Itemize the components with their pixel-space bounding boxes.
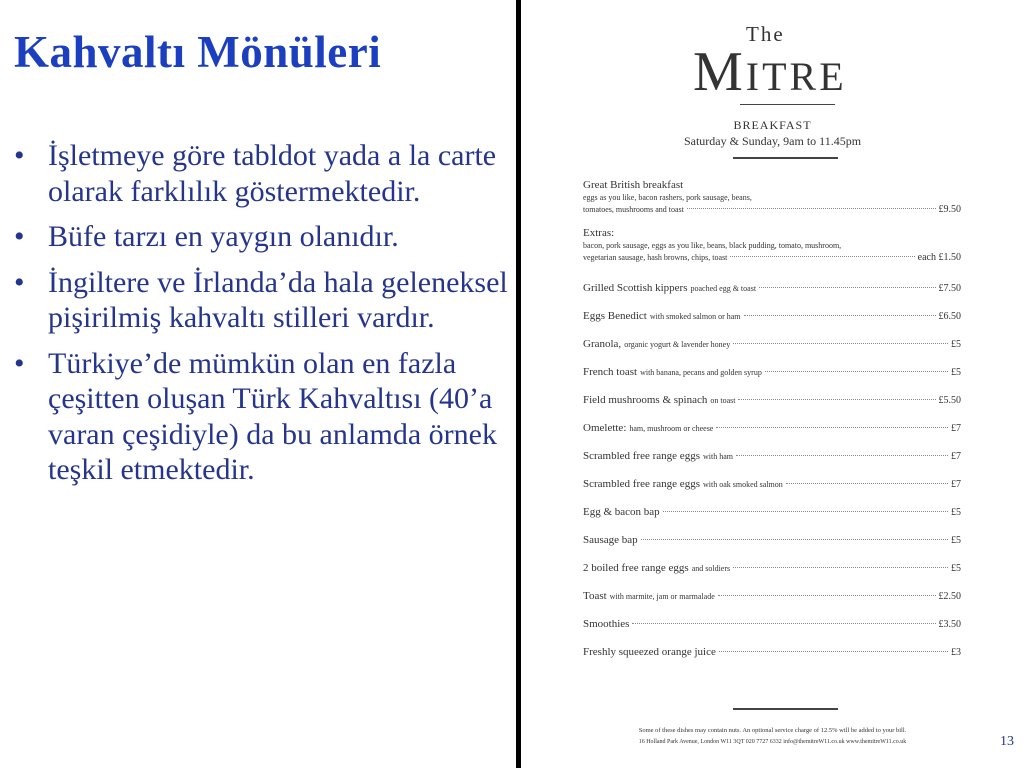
menu-item <box>583 386 961 414</box>
breakfast-hours: Saturday & Sunday, 9am to 11.45pm <box>683 134 862 148</box>
dot-leader <box>738 399 935 400</box>
menu-item-name: French toast <box>583 366 638 378</box>
menu-item-desc: with oak smoked salmon <box>702 480 783 489</box>
bullet-list <box>14 138 509 498</box>
menu-item <box>583 610 961 638</box>
dot-leader <box>765 371 948 372</box>
bullet-item: • Büfe tarzı en yaygın olanıdır. <box>14 219 509 255</box>
menu-item-name: Eggs Benedict <box>583 310 647 322</box>
menu-image <box>521 0 1024 768</box>
dot-leader <box>744 315 936 316</box>
menu-item-price: each £1.50 <box>917 252 961 263</box>
dot-leader <box>718 595 936 596</box>
menu-item <box>583 330 961 358</box>
page-number: 13 <box>1000 734 1014 749</box>
menu-item-desc: with smoked salmon or ham <box>649 312 741 321</box>
menu-item-price: £5 <box>951 563 961 574</box>
menu-item-price: £3.50 <box>938 619 961 630</box>
menu-item-name: Scrambled free range eggs <box>583 450 700 462</box>
menu-item-name: Sausage bap <box>583 534 638 546</box>
dot-leader <box>687 208 936 209</box>
menu-item-name: 2 boiled free range eggs <box>583 562 689 574</box>
menu-item <box>583 638 961 666</box>
menu-item-price: £7.50 <box>938 283 961 294</box>
menu-item-desc: poached egg & toast <box>690 284 757 293</box>
dot-leader <box>663 511 948 512</box>
header-divider <box>733 157 838 159</box>
dot-leader <box>632 623 935 624</box>
menu-item-desc: ham, mushroom or cheese <box>629 424 714 433</box>
logo-the: The <box>746 22 785 46</box>
dot-leader <box>719 651 948 652</box>
menu-item-desc: with ham <box>702 452 733 461</box>
bullet-item: • İşletmeye göre tabldot yada a la carte olarak farklılık göstermektedir. <box>14 138 509 209</box>
menu-item-price: £5 <box>951 339 961 350</box>
menu-item <box>583 414 961 442</box>
menu-items <box>583 178 961 666</box>
menu-item-desc: bacon, pork sausage, eggs as you like, beans, black pudding, tomato, mushroom, <box>583 241 842 250</box>
menu-item-name: Egg & bacon bap <box>583 506 660 518</box>
menu-item <box>583 554 961 582</box>
dot-leader <box>733 567 948 568</box>
menu-item-name: Grilled Scottish kippers <box>583 282 688 294</box>
menu-item-price: £7 <box>951 479 961 490</box>
menu-item-price: £5 <box>951 367 961 378</box>
menu-item <box>583 358 961 386</box>
footer-note: Some of these dishes may contain nuts. An optional service charge of 12.5% will be added to your bill. <box>638 727 907 734</box>
menu-item-price: £5 <box>951 535 961 546</box>
menu-item <box>583 498 961 526</box>
menu-item-price: £5.50 <box>938 395 961 406</box>
menu-item-desc: on toast <box>710 396 736 405</box>
menu-item-desc: eggs as you like, bacon rashers, pork sausage, beans, <box>583 193 752 202</box>
menu-item-price: £5 <box>951 507 961 518</box>
bullet-item: • Türkiye’de mümkün olan en fazla çeşitten oluşan Türk Kahvaltısı (40’a varan çeşidiyle) da bu anlamda örnek teşkil etmektedir. <box>14 346 509 488</box>
menu-item <box>583 274 961 302</box>
menu-item-great-british <box>583 178 961 215</box>
menu-item-desc: with marmite, jam or marmalade <box>609 592 715 601</box>
dot-leader <box>716 427 948 428</box>
menu-item-name: Freshly squeezed orange juice <box>583 646 716 658</box>
dot-leader <box>759 287 935 288</box>
menu-item-price: £6.50 <box>938 311 961 322</box>
menu-item-price: £7 <box>951 423 961 434</box>
menu-item-price: £7 <box>951 451 961 462</box>
bullet-item: • İngiltere ve İrlanda’da hala geleneksel pişirilmiş kahvaltı stilleri vardır. <box>14 265 509 336</box>
menu-item-price: £3 <box>951 647 961 658</box>
dot-leader <box>641 539 948 540</box>
menu-item-name: Great British breakfast <box>583 179 684 191</box>
logo-underline <box>740 104 835 105</box>
menu-item-desc: with banana, pecans and golden syrup <box>640 368 762 377</box>
logo-mitre: MITRE <box>693 41 847 103</box>
menu-item-desc: tomatoes, mushrooms and toast <box>583 205 684 214</box>
menu-item <box>583 526 961 554</box>
menu-item-list <box>583 274 961 666</box>
menu-item <box>583 470 961 498</box>
footer-contact: 16 Holland Park Avenue, London W11 3QT 020 7727 6332 info@themitreW11.co.uk www.themitreW11.co.uk <box>638 739 907 745</box>
dot-leader <box>786 483 948 484</box>
menu-item-name: Toast <box>583 590 607 602</box>
menu-item <box>583 582 961 610</box>
menu-item <box>583 302 961 330</box>
menu-item-name: Omelette: <box>583 422 627 434</box>
menu-item <box>583 442 961 470</box>
menu-item-name: Scrambled free range eggs <box>583 478 700 490</box>
menu-item-name: Extras: <box>583 227 615 239</box>
dot-leader <box>730 256 914 257</box>
menu-item-desc: vegetarian sausage, hash browns, chips, toast <box>583 253 728 262</box>
menu-item-name: Field mushrooms & spinach <box>583 394 708 406</box>
slide-title: Kahvaltı Mönüleri <box>14 27 382 77</box>
menu-item-name: Smoothies <box>583 618 630 630</box>
dot-leader <box>736 455 948 456</box>
breakfast-heading: BREAKFAST <box>733 118 812 132</box>
menu-item-price: £9.50 <box>938 204 961 215</box>
menu-item-desc: and soldiers <box>691 564 731 573</box>
menu-item-extras <box>583 226 961 263</box>
footer-divider <box>733 708 838 710</box>
menu-item-price: £2.50 <box>938 591 961 602</box>
menu-item-desc: organic yogurt & lavender honey <box>624 340 731 349</box>
dot-leader <box>733 343 948 344</box>
menu-item-name: Granola, <box>583 338 622 350</box>
